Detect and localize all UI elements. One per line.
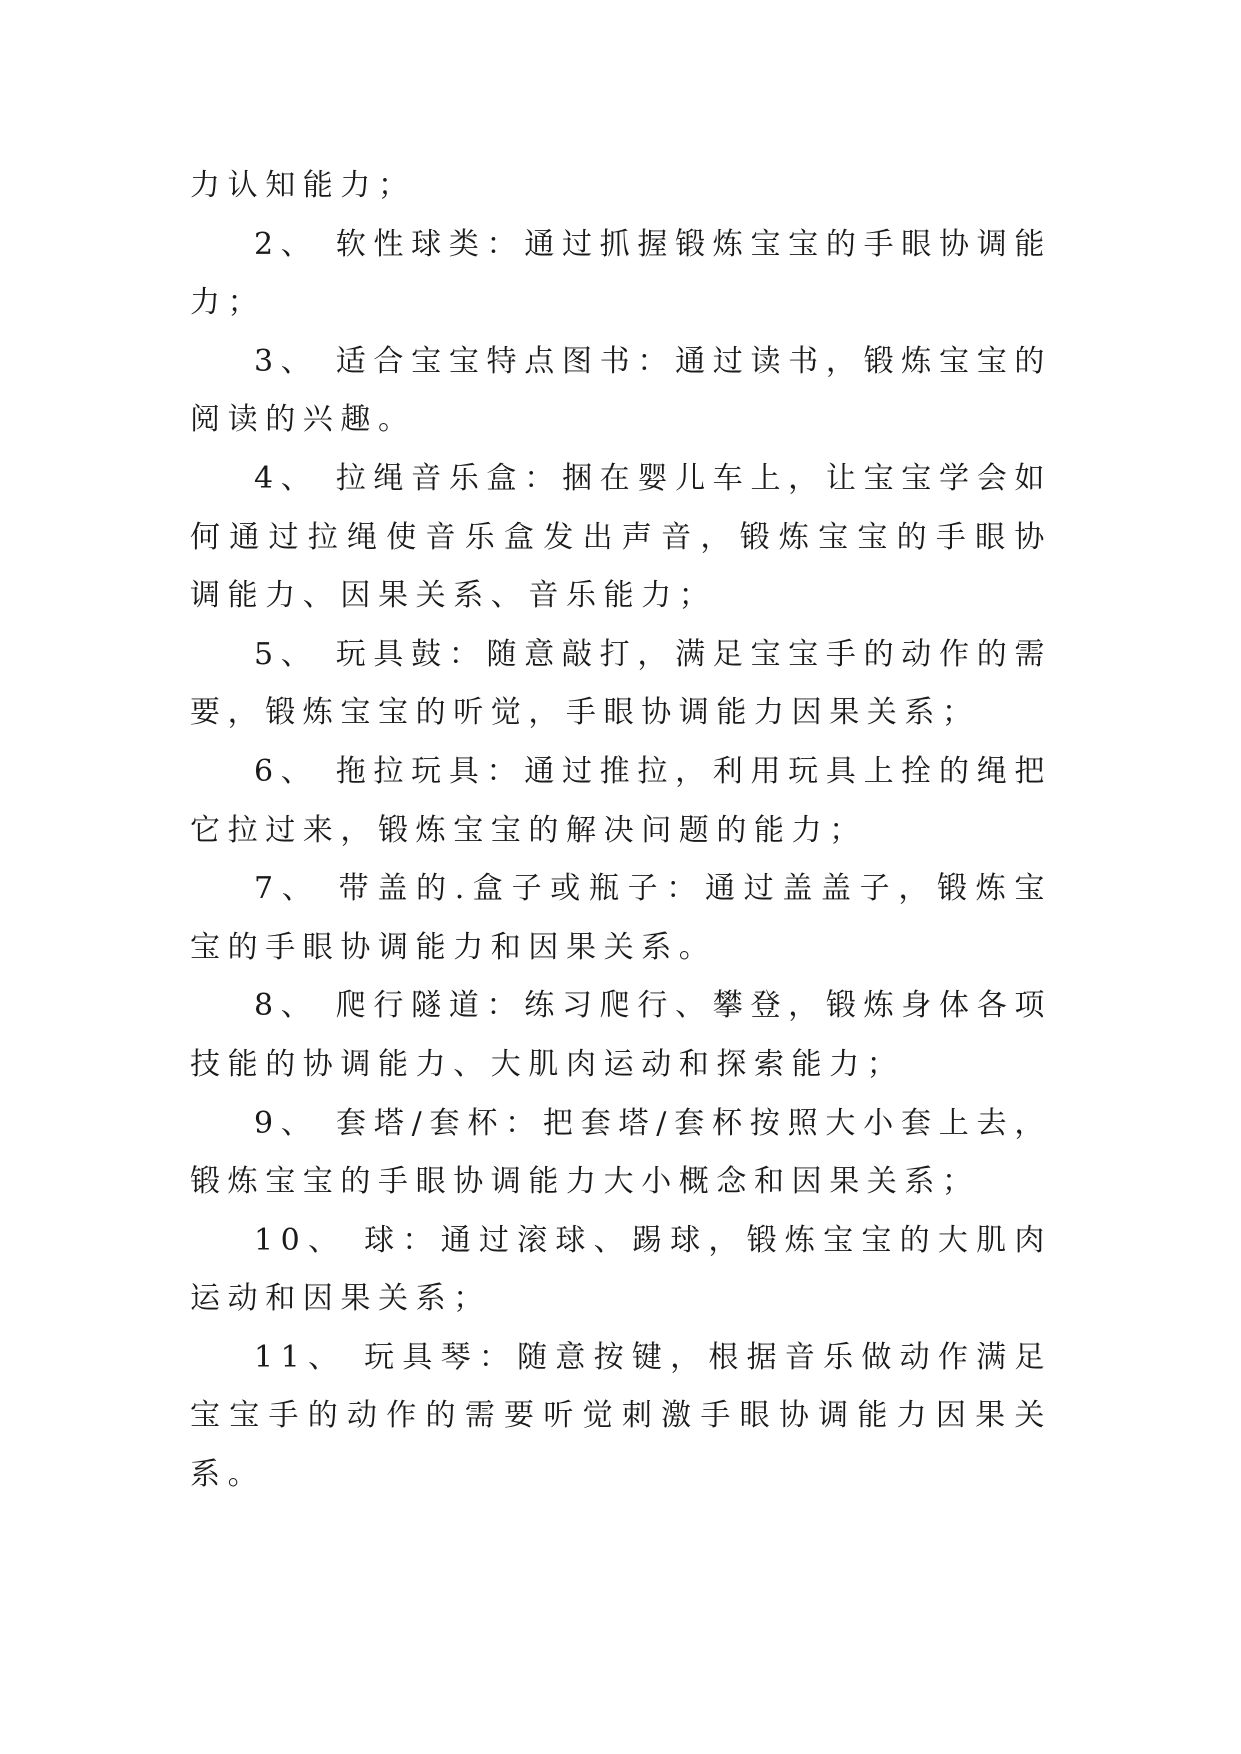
list-item-6: 6、 拖拉玩具：通过推拉，利用玩具上拴的绳把它拉过来，锻炼宝宝的解决问题的能力； — [190, 753, 1052, 848]
paragraph-continuation: 力认知能力； — [190, 168, 416, 203]
list-item-8: 8、 爬行隧道：练习爬行、攀登，锻炼身体各项技能的协调能力、大肌肉运动和探索能力； — [190, 988, 1052, 1082]
list-item-5: 5、 玩具鼓：随意敲打，满足宝宝手的动作的需要，锻炼宝宝的听觉，手眼协调能力因果关系； — [190, 636, 1052, 731]
document-body — [190, 157, 1052, 1505]
list-item-11: 11、 玩具琴：随意按键，根据音乐做动作满足宝宝手的动作的需要听觉刺激手眼协调能力因果关系。 — [190, 1339, 1052, 1493]
list-item-7: 7、 带盖的.盒子或瓶子：通过盖盖子，锻炼宝宝的手眼协调能力和因果关系。 — [190, 871, 1052, 965]
list-item-4: 4、 拉绳音乐盒：捆在婴儿车上，让宝宝学会如何通过拉绳使音乐盒发出声音，锻炼宝宝的手眼协调能力、因果关系、音乐能力； — [190, 460, 1052, 614]
list-item-3: 3、 适合宝宝特点图书：通过读书，锻炼宝宝的阅读的兴趣。 — [190, 343, 1052, 438]
list-item-10: 10、 球：通过滚球、踢球，锻炼宝宝的大肌肉运动和因果关系； — [190, 1222, 1052, 1317]
list-item-9: 9、 套塔/套杯：把套塔/套杯按照大小套上去，锻炼宝宝的手眼协调能力大小概念和因果关系； — [190, 1105, 1052, 1200]
list-item-2: 2、 软性球类：通过抓握锻炼宝宝的手眼协调能力； — [190, 226, 1052, 321]
